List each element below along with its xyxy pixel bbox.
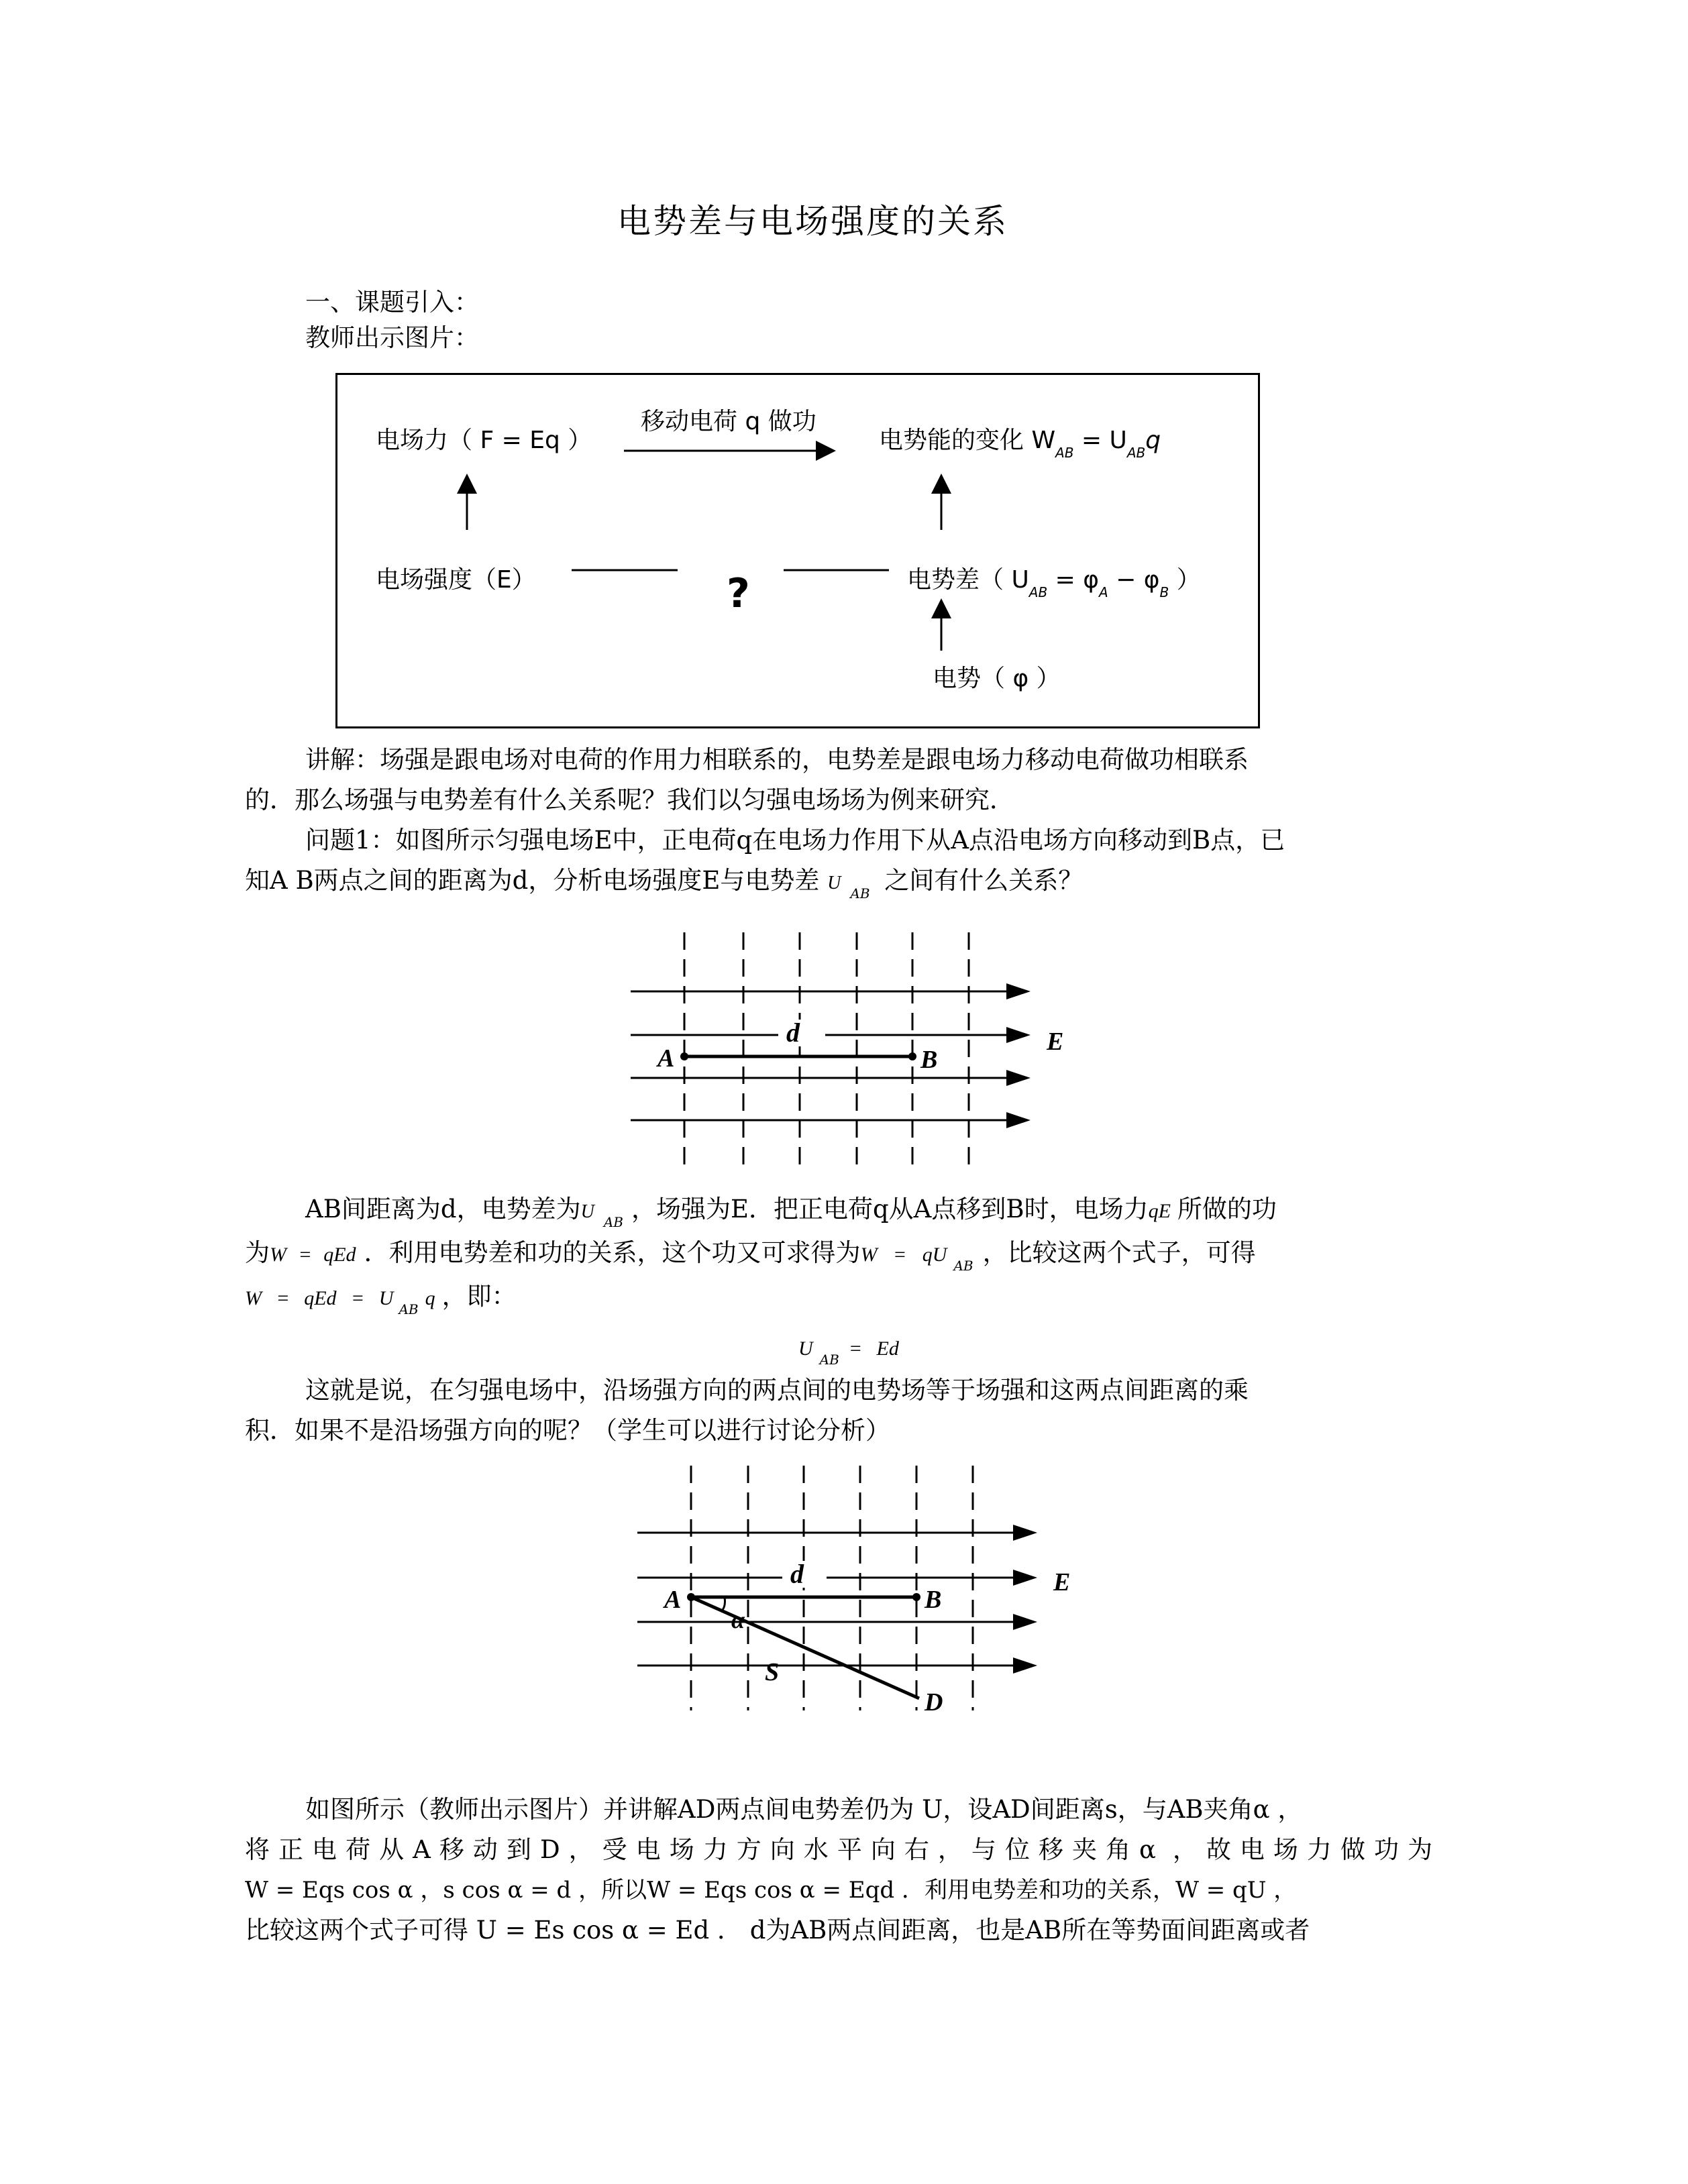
fig2-label-D: D [925,1688,943,1716]
question-mark: ? [727,570,750,617]
fig2-label-alpha: α [731,1606,745,1633]
para4-line-3: W = Eqs cos α ，s cos α = d ，所以W = Eqs cos α = Eqd ．利用电势差和功的关系，W = qU ， [245,1877,1297,1904]
explain-line-2: 的．那么场强与电势差有什么关系呢？我们以匀强电场场为例来研究． [245,785,1014,814]
para2-line-1: AB间距离为d，电势差为U $_{AB}$ ，场强为E．把正电荷q从A点移到B时，电场力qE 所做的功 [305,1195,1277,1230]
para4-line-2: 将正电荷从A移动到D，受电场力方向水平向右，与位移夹角α ，故电场力做功为 [245,1835,1432,1864]
fig2-label-A: A [664,1586,682,1614]
fig2-label-E: E [1053,1568,1071,1596]
potential-label: 电势（ φ ） [933,665,1061,692]
figure-2-angled-displacement [624,1459,1107,1727]
para2-line-2: 为W = qEd ．利用电势差和功的关系，这个功又可求得为W = qU $_{AB}$ ，比较这两个式子，可得 [245,1238,1256,1274]
potential-difference-label: 电势差（ $U_{AB} = \varphi_A - \varphi_B$ ） [907,566,1201,600]
fig2-label-B: B [925,1586,942,1614]
para3-line-2: 积．如果不是沿场强方向的呢？（学生可以进行讨论分析） [245,1416,890,1445]
explain-line-1: 讲解：场强是跟电场对电荷的作用力相联系的，电势差是跟电场力移动电荷做功相联系 [305,745,1249,774]
field-strength-label: 电场强度（E） [376,566,536,594]
fig1-label-A: A [657,1044,675,1073]
fig1-label-d: d [786,1018,800,1048]
fig1-label-B: B [920,1046,938,1074]
fig2-label-S: S [765,1658,780,1686]
electric-force-label: 电场力（ F = Eq ） [376,427,592,454]
fig1-label-E: E [1047,1028,1064,1056]
section-heading: 一、课题引入： [305,288,479,317]
show-picture-text: 教师出示图片： [305,323,479,352]
concept-box-arrows [0,0,1688,738]
question1-line-1: 问题1：如图所示匀强电场E中，正电荷q在电场力作用下从A点沿电场方向移动到B点，已 [305,826,1285,855]
figure-1-uniform-field [617,919,1100,1174]
page-title: 电势差与电场强度的关系 [617,202,1008,241]
formula-U-equals-Ed: U $_{AB}$ = Ed [798,1337,899,1368]
para3-line-1: 这就是说，在匀强电场中，沿场强方向的两点间的电势场等于场强和这两点间距离的乘 [305,1376,1249,1405]
move-charge-label: 移动电荷 q 做功 [641,408,816,435]
para4-line-1: 如图所示（教师出示图片）并讲解AD两点间电势差仍为 U，设AD间距离s，与AB夹角α ， [305,1795,1303,1824]
potential-energy-change-label: 电势能的变化 $W_{AB} = U_{AB}q$ [879,427,1161,461]
para2-line-3: W = qEd = U $_{AB}$ q ，即： [245,1282,517,1317]
question1-line-2: 知A B两点之间的距离为d，分析电场强度E与电势差 U $_{AB}$ 之间有什么关系？ [245,866,1084,902]
fig2-label-d: d [790,1559,804,1589]
para4-line-4: 比较这两个式子可得 U = Es cos α = Ed ． d为AB两点间距离，也是AB所在等势面间距离或者 [245,1916,1310,1945]
